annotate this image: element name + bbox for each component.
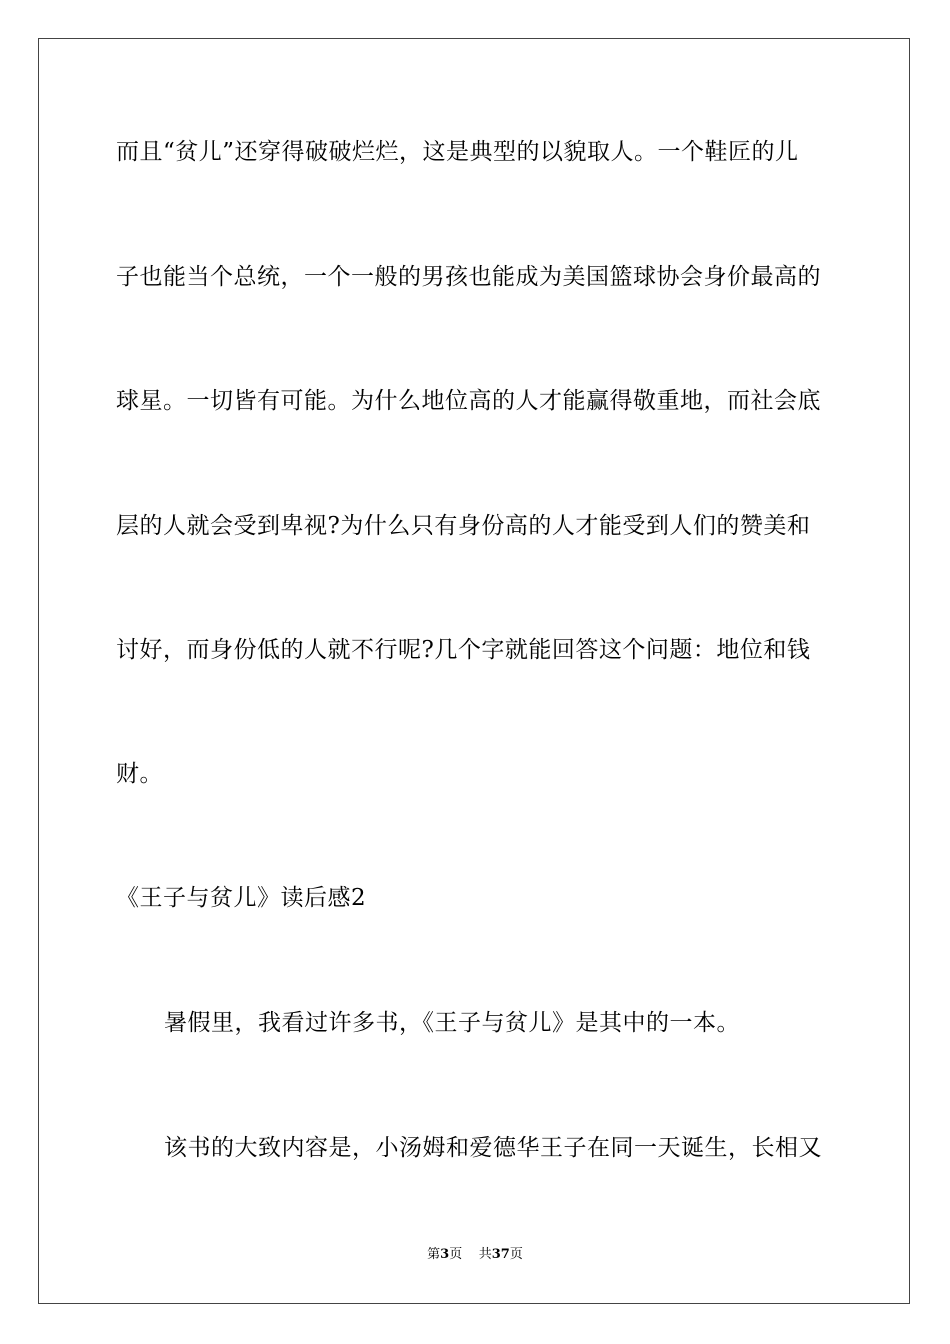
body-line-3: 球星。一切皆有可能。为什么地位高的人才能赢得敬重地，而社会底 [116, 388, 821, 414]
paragraph-1: 暑假里，我看过许多书，《王子与贫儿》是其中的一本。 [164, 1010, 740, 1036]
body-line-5: 讨好，而身份低的人就不行呢?几个字就能回答这个问题：地位和钱 [116, 637, 811, 663]
footer-total-pages: 37 [491, 1247, 510, 1262]
footer-page-prefix: 第 [427, 1247, 441, 1262]
body-line-2: 子也能当个总统，一个一般的男孩也能成为美国篮球协会身价最高的 [116, 264, 821, 290]
footer-total-prefix: 共 [478, 1247, 492, 1262]
paragraph-2: 该书的大致内容是，小汤姆和爱德华王子在同一天诞生，长相又 [164, 1135, 822, 1161]
page-footer [0, 1246, 950, 1264]
footer-page-number: 3 [440, 1247, 450, 1262]
body-line-4: 层的人就会受到卑视?为什么只有身份高的人才能受到人们的赞美和 [116, 513, 811, 539]
page-border [38, 38, 910, 1304]
section-title: 《王子与贫儿》读后感2 [116, 885, 367, 911]
body-line-1: 而且“贫儿”还穿得破破烂烂，这是典型的以貌取人。一个鞋匠的儿 [116, 139, 799, 165]
body-line-6: 财。 [116, 761, 163, 787]
footer-total-suffix: 页 [509, 1247, 523, 1262]
footer-page-suffix: 页 [449, 1247, 463, 1262]
